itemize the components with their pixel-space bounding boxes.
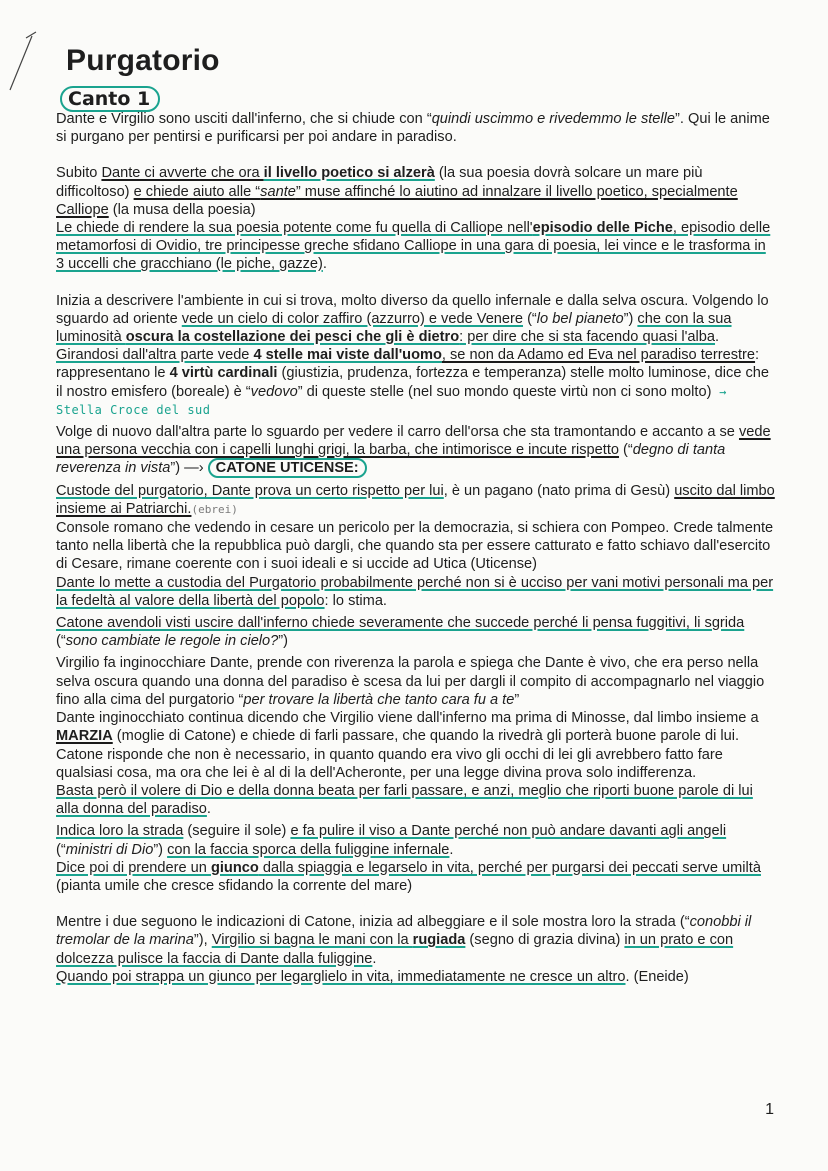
canto-label: Canto 1 <box>60 86 160 112</box>
paragraph-giunco: Dice poi di prendere un giunco dalla spiaggia e legarselo in vita, perché per purgarsi dei peccati serve umiltà (pianta umile che cresce sfidando la corrente del mare) <box>56 859 761 894</box>
paragraph-catone-intro: Volge di nuovo dall'altra parte lo sguardo per vedere il carro dell'orsa che sta tramontando e accanto a se vede una persona vecchia con i capelli lunghi grigi, la barba, che intimorisce e incute rispetto (“degno di tanta reverenza in vista”) —› CATONE UTICENSE: <box>56 424 771 477</box>
pen-stroke-mark <box>2 28 42 98</box>
paragraph-stars: Girandosi dall'altra parte vede 4 stelle mai viste dall'uomo, se non da Adamo ed Eva nel paradiso terrestre: rappresentano le 4 virtù cardinali (giustizia, prudenza, fortezza e temperanza) stelle molto luminose, dice che il nostro emisfero (boreale) è “vedovo” di queste stelle (nel suo mondo queste virtù non ci sono molto) → Stella Croce del sud <box>56 347 770 417</box>
paragraph-eneide: Quando poi strappa un giunco per legarglielo in vita, immediatamente ne cresce un altro. (Eneide) <box>56 968 689 985</box>
paragraph-calliope: Le chiede di rendere la sua poesia potente come fu quella di Calliope nell'episodio delle Piche, episodio delle metamorfosi di Ovidio, tre principesse greche sfidano Calliope in una gara di poesia, lei vince e le trasforma in 3 uccelli che gracchiano (le piche, gazze). <box>56 220 771 273</box>
paragraph-custodia: Dante lo mette a custodia del Purgatorio probabilmente perché non si è ucciso per vani motivi personali ma per la fedeltà al valore della libertà del popolo: lo stima. <box>56 574 774 609</box>
paragraph-console: Console romano che vedendo in cesare un pericolo per la democrazia, si schiera con Pompeo. Crede talmente tanto nella libertà che la repubblica può dargli, che quando sta per essere catturato e fatto schiavo dall'esercito di Cesare, rimane coerente con i suoi ideali e si uccide ad Utica (Uticense) <box>56 520 774 573</box>
paragraph-marzia: Dante inginocchiato continua dicendo che Virgilio viene dall'inferno ma prima di Minosse, dal limbo insieme a MARZIA (moglie di Catone) e chiede di farli passare, che quando la rivedrà gli porterà buone parole di lui. <box>56 710 759 745</box>
paragraph-intro: Dante e Virgilio sono usciti dall'inferno, che si chiude con “quindi uscimmo e rivedemmo le stelle”. Qui le anime si purgano per pentirsi e purificarsi per poi andare in paradiso. <box>56 111 770 146</box>
catone-label: CATONE UTICENSE: <box>208 458 367 478</box>
paragraph-custode: Custode del purgatorio, Dante prova un certo rispetto per lui, è un pagano (nato prima di Gesù) uscito dal limbo insieme ai Patriarchi.(ebrei) <box>56 482 775 517</box>
paragraph-sgrida: Catone avendoli visti uscire dall'inferno chiede severamente che succede perché li pensa fuggitivi, li sgrida (“sono cambiate le regole in cielo?”) <box>56 615 745 650</box>
paragraph-risposta: Catone risponde che non è necessario, in quanto quando era vivo gli occhi di lei gli avrebbero fatto fare qualsiasi cosa, ma ora che lei è al di la dell'Acheronte, per una legge divina prova solo indifferenza. <box>56 746 723 781</box>
paragraph-alba: Mentre i due seguono le indicazioni di Catone, inizia ad albeggiare e il sole mostra loro la strada (“conobbi il tremolar de la marina”), Virgilio si bagna le mani con la rugiada (segno di grazia divina) in un prato e con dolcezza pulisce la faccia di Dante dalla fuliggine. <box>56 914 752 967</box>
paragraph-strada: Indica loro la strada (seguire il sole) e fa pulire il viso a Dante perché non può andare davanti agli angeli (“ministri di Dio”) con la faccia sporca della fuliggine infernale. <box>56 823 727 858</box>
paragraph-volere-dio: Basta però il volere di Dio e della donna beata per farli passare, e anzi, meglio che riporti buone parole di lui alla donna del paradiso. <box>56 782 753 818</box>
paragraph-virgilio: Virgilio fa inginocchiare Dante, prende con riverenza la parola e spiega che Dante è vivo, che era perso nella selva oscura quando una donna del paradiso è scesa da lui per dargli il compito di accompagnarlo nel viaggio fino alla cima del purgatorio “per trovare la libertà che tanto cara fu a te” <box>56 655 765 708</box>
paragraph-ambient: Inizia a descrivere l'ambiente in cui si trova, molto diverso da quello infernale e dalla selva oscura. Volgendo lo sguardo ad oriente vede un cielo di color zaffiro (azzurro) e vede Venere (“lo bel pianeto”) che con la sua luminosità oscura la costellazione dei pesci che gli è dietro: per dire che si sta facendo quasi l'alba. <box>56 292 769 346</box>
handwritten-note-stars: → Stella Croce del sud <box>56 384 727 417</box>
page-title: Purgatorio <box>66 44 220 77</box>
body-text <box>56 110 776 986</box>
paragraph-muse: Subito Dante ci avverte che ora il livello poetico si alzerà (la sua poesia dovrà solcare un mare più difficoltoso) e chiede aiuto alle “sante” muse affinché lo aiutino ad innalzare il livello poetico, specialmente Calliope (la musa della poesia) <box>56 165 738 218</box>
handwritten-note-ebrei: (ebrei) <box>191 502 238 516</box>
page-number: 1 <box>765 1101 774 1118</box>
